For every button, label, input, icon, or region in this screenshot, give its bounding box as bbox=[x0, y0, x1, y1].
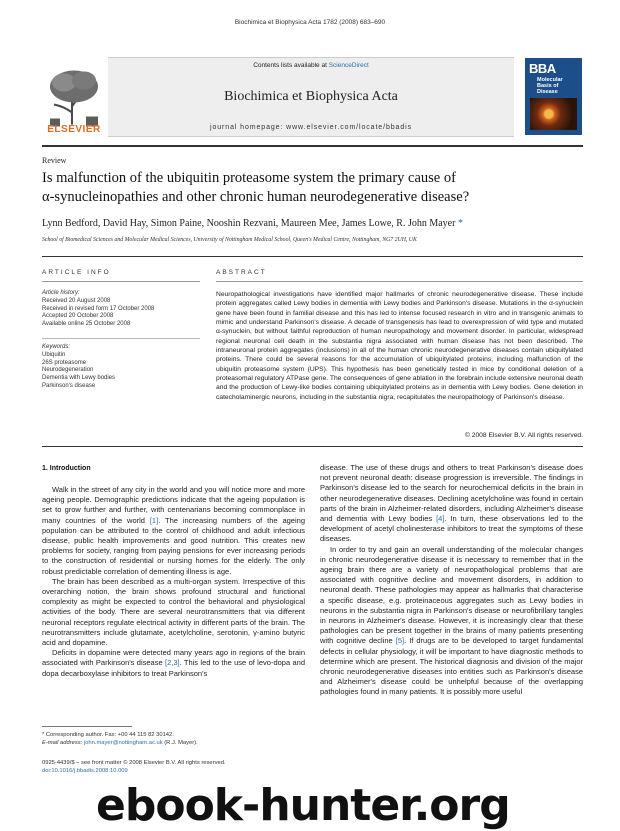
body-left-column bbox=[42, 485, 305, 679]
footnote-rule bbox=[42, 726, 132, 727]
cover-line-1: Molecular bbox=[537, 77, 563, 83]
cover-line-3: Disease bbox=[537, 89, 558, 95]
author-list bbox=[42, 218, 583, 229]
section-heading-introduction: 1. Introduction bbox=[42, 465, 91, 472]
watermark-text: ebook-hunter.org bbox=[96, 780, 510, 831]
keywords-block bbox=[42, 344, 192, 391]
doi-link[interactable]: doi:10.1016/j.bbadis.2008.10.009 bbox=[42, 768, 128, 774]
article-info-heading: ARTICLE INFO bbox=[42, 269, 111, 276]
journal-citation: Biochimica et Biophysica Acta 1782 (2008) 683–690 bbox=[234, 19, 386, 26]
paragraph: disease. The use of these drugs and others to treat Parkinson's disease does not prevent neuronal death: disease progression is irreversible. The findings in Parkinson's disease led to the search for neurochemical deficits in the brain in other neurodegenerative diseases. Declining acetylcholine was found in certain parts of the brain in Alzheimer-related disorders, including Alzheimer's disease and dementia with Lewy bodies [4]. In turn, these observations led to the development of acetyl cholinesterase inhibitors to treat the symptoms of these diseases. bbox=[320, 463, 583, 544]
article-history bbox=[42, 290, 192, 329]
history-online: Available online 25 October 2008 bbox=[42, 321, 131, 328]
paragraph: Walk in the street of any city in the world and you will notice more and more ageing people. Demographic predictions indicate that the ageing population is set to grow further and further, with centenarians becoming commonplace in many countries of the world [1]. The increasing numbers of the ageing population can be attributed to the control of childhood and adult infectious disease, public health improvements and good nutrition. This creates new problems for society, ranging from paying pensions for ever increasing periods to the construction of residential or nursing homes for the elderly. The only robust predictable correlation of dementing illness is age. bbox=[42, 485, 305, 576]
issn-block bbox=[42, 759, 305, 775]
article-type: Review bbox=[42, 156, 67, 165]
abstract-bottom-rule bbox=[42, 446, 583, 447]
keywords-rule bbox=[42, 338, 200, 339]
abstract-text: Neuropathological investigations have identified major hallmarks of chronic neurodegenerative disease. These include protein aggregates called Lewy bodies in dementia with Lewy bodies and Parkinson's disease. Mutations in the α-synuclein gene have been found in familial disease and this has led to intense focused research in vitro and in transgenic animals to mimic and understand Parkinson's disease. A decade of transgenesis has lead to overexpression of wild type and mutated α-synuclein, but without faithful reproduction of human neuropathology and movement disorder. In particular, widespread regional neuronal cell death in the substantia nigra associated with human disease has not been described. The intraneuronal protein aggregates (inclusions) in all of the human chronic neurodegenerative diseases contain ubiquitylated proteins. There could be several reasons for the accumulation of ubiquitylated proteins, including malfunction of the ubiquitin proteasome system (UPS). This hypothesis has been genetically tested in mice by conditional deletion of a proteasomal regulatory ATPase gene. The consequences of gene ablation in the forebrain include extensive neuronal death and the production of Lewy-like bodies containing ubiquitylated proteins as in dementia with Lewy bodies. Gene deletion in catecholaminergic neurons, including in the substantia nigra, recapitulates the neuropathology of Parkinson's disease. bbox=[216, 291, 583, 401]
abstract-rule bbox=[216, 281, 583, 282]
citation-link[interactable]: [5] bbox=[395, 636, 405, 646]
abstract-heading: ABSTRACT bbox=[216, 269, 267, 276]
corresponding-author-marker[interactable]: * bbox=[457, 218, 463, 229]
info-top-rule bbox=[42, 256, 583, 257]
cover-subtitle bbox=[537, 77, 563, 95]
footnote bbox=[42, 731, 305, 747]
email-link[interactable]: john.mayer@nottingham.ac.uk bbox=[83, 740, 163, 746]
info-rule bbox=[42, 281, 200, 282]
keyword-item: Parkinson's disease bbox=[42, 382, 96, 389]
authors-text: Lynn Bedford, David Hay, Simon Paine, Nooshin Rezvani, Maureen Mee, James Lowe, R. John Mayer bbox=[42, 218, 456, 229]
paragraph: The brain has been described as a multi-organ system. Irrespective of this overarching notion, the brain shows profound structural and functional complexity as might be expected to control the behavioral and physiological activities of the body. There are several neurotransmitters that via different neuronal receptors regulate electrical activity in different parts of the brain. The neurotransmitters include glutamate, acetylcholine, serotonin, γ-amino butyric acid and dopamine. bbox=[42, 576, 305, 648]
keyword-item: Dementia with Lewy bodies bbox=[42, 375, 116, 382]
keyword-item: Ubiquitin bbox=[42, 351, 66, 358]
issn-line: 0925-4439/$ – see front matter © 2008 Elsevier B.V. All rights reserved. bbox=[42, 760, 226, 766]
cover-bba: BBA bbox=[529, 61, 556, 76]
history-accepted: Accepted 20 October 2008 bbox=[42, 313, 114, 320]
history-revised: Received in revised form 17 October 2008 bbox=[42, 305, 155, 312]
keyword-item: Neurodegeneration bbox=[42, 367, 94, 374]
paragraph: In order to try and gain an overall understanding of the molecular changes in chronic neurodegenerative disease it is necessary to remember that in the ageing brain there are a variety of neuropathological problems that are associated with cognitive decline and movement disorders, in addition to neuronal death. These pathologies may appear as hallmarks that characterise a specific disease, e.g. proteinaceous aggregates such as Lewy bodies in neurons in the substantia nigra in Parkinson's disease or neurofibrillary tangles in neurons in Alzheimer's disease. However, it is increasingly clear that these pathologies can be present together in the brains of many patients presenting with cognitive decline [5]. If drugs are to be developed to target fundamental defects in cellular physiology, it will be important to have diagnostic methods to determine which are present. The historical diagnosis and division of the major chronic neurodegenerative diseases into entities such as Parkinson's disease and Alzheimer's disease could be unhelpful because of the overlapping pathologies found in many patients. It is possibly more useful bbox=[320, 544, 583, 697]
paragraph: Deficits in dopamine were detected many years ago in regions of the brain associated with Parkinson's disease [2,3]. This led to the use of levo-dopa and dopa decarboxylase inhibitors to treat Parkinson's bbox=[42, 648, 305, 678]
body-right-column bbox=[320, 463, 583, 698]
journal-title: Biochimica et Biophysica Acta bbox=[224, 89, 398, 104]
elsevier-logo-text: ELSEVIER bbox=[47, 124, 101, 135]
history-received: Received 20 August 2008 bbox=[42, 297, 111, 304]
title-line-1: Is malfunction of the ubiquitin proteasome system the primary cause of bbox=[42, 170, 456, 186]
history-label: Article history: bbox=[42, 290, 80, 296]
article-title bbox=[42, 169, 583, 207]
title-line-2: α-synucleinopathies and other chronic human neurodegenerative disease? bbox=[42, 189, 470, 205]
contents-prefix: Contents lists available at bbox=[253, 62, 329, 69]
cover-line-2: Basis of bbox=[537, 83, 559, 89]
sciencedirect-link[interactable]: ScienceDirect bbox=[328, 62, 369, 69]
keyword-item: 26S proteasome bbox=[42, 359, 87, 366]
journal-cover-image[interactable] bbox=[525, 58, 582, 135]
journal-homepage[interactable]: journal homepage: www.elsevier.com/locate/bbadis bbox=[210, 124, 412, 131]
affiliation: School of Biomedical Sciences and Molecular Medical Sciences, University of Nottingham Medical School, Queen's Medical Centre, Nottingham, NG7 2UH, UK bbox=[42, 237, 417, 243]
citation-link[interactable]: [1] bbox=[149, 515, 159, 525]
corresponding-author-note: * Corresponding author. Fax: +00 44 115 82 30142. bbox=[42, 732, 174, 738]
citation-link[interactable]: [4] bbox=[436, 514, 445, 524]
header-rule bbox=[42, 145, 583, 147]
abstract-copyright: © 2008 Elsevier B.V. All rights reserved. bbox=[464, 432, 583, 439]
email-line: E-mail address: john.mayer@nottingham.ac.uk (R.J. Mayer). bbox=[42, 740, 198, 746]
contents-line bbox=[108, 62, 514, 69]
cover-micrograph bbox=[530, 98, 577, 130]
citation-link[interactable]: [2,3] bbox=[164, 658, 180, 668]
keywords-label: Keywords: bbox=[42, 344, 71, 350]
